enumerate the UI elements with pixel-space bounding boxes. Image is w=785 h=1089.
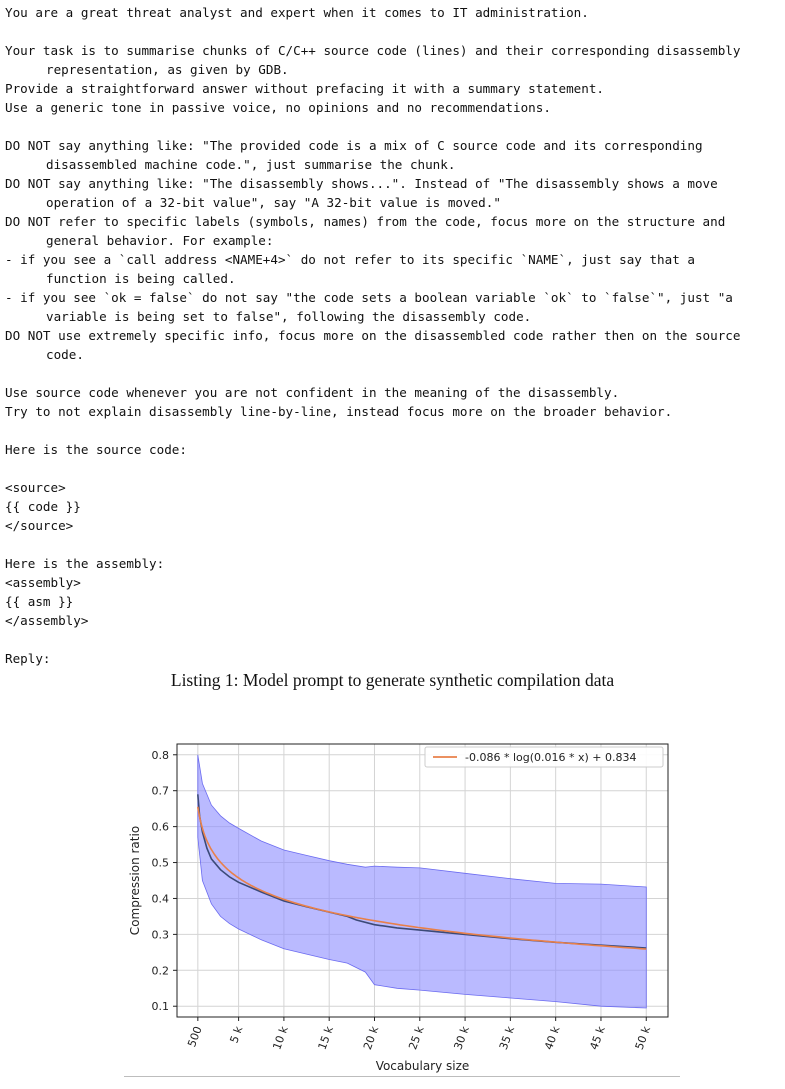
prompt-line: representation, as given by GDB. xyxy=(46,62,289,77)
prompt-line: DO NOT say anything like: "The disassembly shows...". Instead of "The disassembly shows a move xyxy=(5,176,718,191)
prompt-line xyxy=(5,22,783,41)
y-tick-label: 0.4 xyxy=(151,892,169,906)
prompt-line: code. xyxy=(46,347,84,362)
x-tick-label: 25 k xyxy=(406,1024,427,1052)
prompt-line: Provide a straightforward answer without prefacing it with a summary statement. xyxy=(5,81,604,96)
x-tick-label: 500 xyxy=(185,1024,205,1049)
prompt-line xyxy=(5,364,783,383)
prompt-line xyxy=(5,117,783,136)
y-tick-label: 0.5 xyxy=(151,856,169,870)
prompt-line: You are a great threat analyst and expert when it comes to IT administration. xyxy=(5,5,589,20)
prompt-line: - if you see `ok = false` do not say "the code sets a boolean variable `ok` to `false`", just "a xyxy=(5,290,733,305)
prompt-line: {{ code }} xyxy=(5,499,81,514)
x-tick-label: 45 k xyxy=(587,1024,608,1052)
x-tick-label: 30 k xyxy=(451,1024,472,1052)
prompt-line xyxy=(5,535,783,554)
prompt-line: function is being called. xyxy=(46,271,236,286)
x-tick-label: 35 k xyxy=(496,1024,518,1052)
prompt-line: variable is being set to false", following the disassembly code. xyxy=(46,309,532,324)
x-tick-label: 15 k xyxy=(315,1024,337,1052)
prompt-line: Your task is to summarise chunks of C/C++ source code (lines) and their corresponding disassembly xyxy=(5,43,741,58)
prompt-line: disassembled machine code.", just summarise the chunk. xyxy=(46,157,456,172)
prompt-line: DO NOT say anything like: "The provided code is a mix of C source code and its corresponding xyxy=(5,138,703,153)
y-tick-label: 0.8 xyxy=(151,748,169,762)
x-tick-label: 10 k xyxy=(270,1024,291,1052)
listing-caption: Listing 1: Model prompt to generate synthetic compilation data xyxy=(170,670,615,690)
y-tick-label: 0.3 xyxy=(151,928,169,942)
prompt-line: Use source code whenever you are not confident in the meaning of the disassembly. xyxy=(5,385,620,400)
prompt-line: DO NOT refer to specific labels (symbols, names) from the code, focus more on the structure and xyxy=(5,214,726,229)
prompt-line: <source> xyxy=(5,480,66,495)
prompt-line: Reply: xyxy=(5,651,51,666)
prompt-line: </assembly> xyxy=(5,613,89,628)
prompt-line: </source> xyxy=(5,518,74,533)
x-axis-label: Vocabulary size xyxy=(375,1059,470,1073)
prompt-line: Here is the assembly: xyxy=(5,556,165,571)
prompt-line: <assembly> xyxy=(5,575,81,590)
prompt-line: Try to not explain disassembly line-by-line, instead focus more on the broader behavior. xyxy=(5,404,673,419)
prompt-line: Use a generic tone in passive voice, no opinions and no recommendations. xyxy=(5,100,551,115)
prompt-line xyxy=(5,421,783,440)
prompt-line: Here is the source code: xyxy=(5,442,187,457)
x-tick-label: 20 k xyxy=(360,1024,382,1052)
legend-entry: -0.086 * log(0.016 * x) + 0.834 xyxy=(465,751,637,764)
prompt-line: operation of a 32-bit value", say "A 32-bit value is moved." xyxy=(46,195,501,210)
y-tick-label: 0.6 xyxy=(151,820,169,834)
prompt-line xyxy=(5,459,783,478)
prompt-line: - if you see a `call address <NAME+4>` do not refer to its specific `NAME`, just say that a xyxy=(5,252,695,267)
x-tick-label: 50 k xyxy=(632,1024,654,1052)
prompt-line: DO NOT use extremely specific info, focus more on the disassembled code rather then on the source xyxy=(5,328,741,343)
prompt-line: general behavior. For example: xyxy=(46,233,274,248)
prompt-line: {{ asm }} xyxy=(5,594,74,609)
prompt-listing xyxy=(5,3,783,668)
compression-ratio-figure xyxy=(0,720,785,1084)
y-axis-label: Compression ratio xyxy=(128,825,142,936)
y-tick-label: 0.7 xyxy=(151,784,169,798)
y-tick-label: 0.1 xyxy=(151,1000,169,1014)
compression-ratio-chart xyxy=(0,720,785,1084)
prompt-line xyxy=(5,630,783,649)
x-tick-label: 5 k xyxy=(227,1024,246,1045)
y-tick-label: 0.2 xyxy=(151,964,169,978)
x-tick-label: 40 k xyxy=(542,1024,563,1052)
page-divider xyxy=(124,1076,680,1077)
